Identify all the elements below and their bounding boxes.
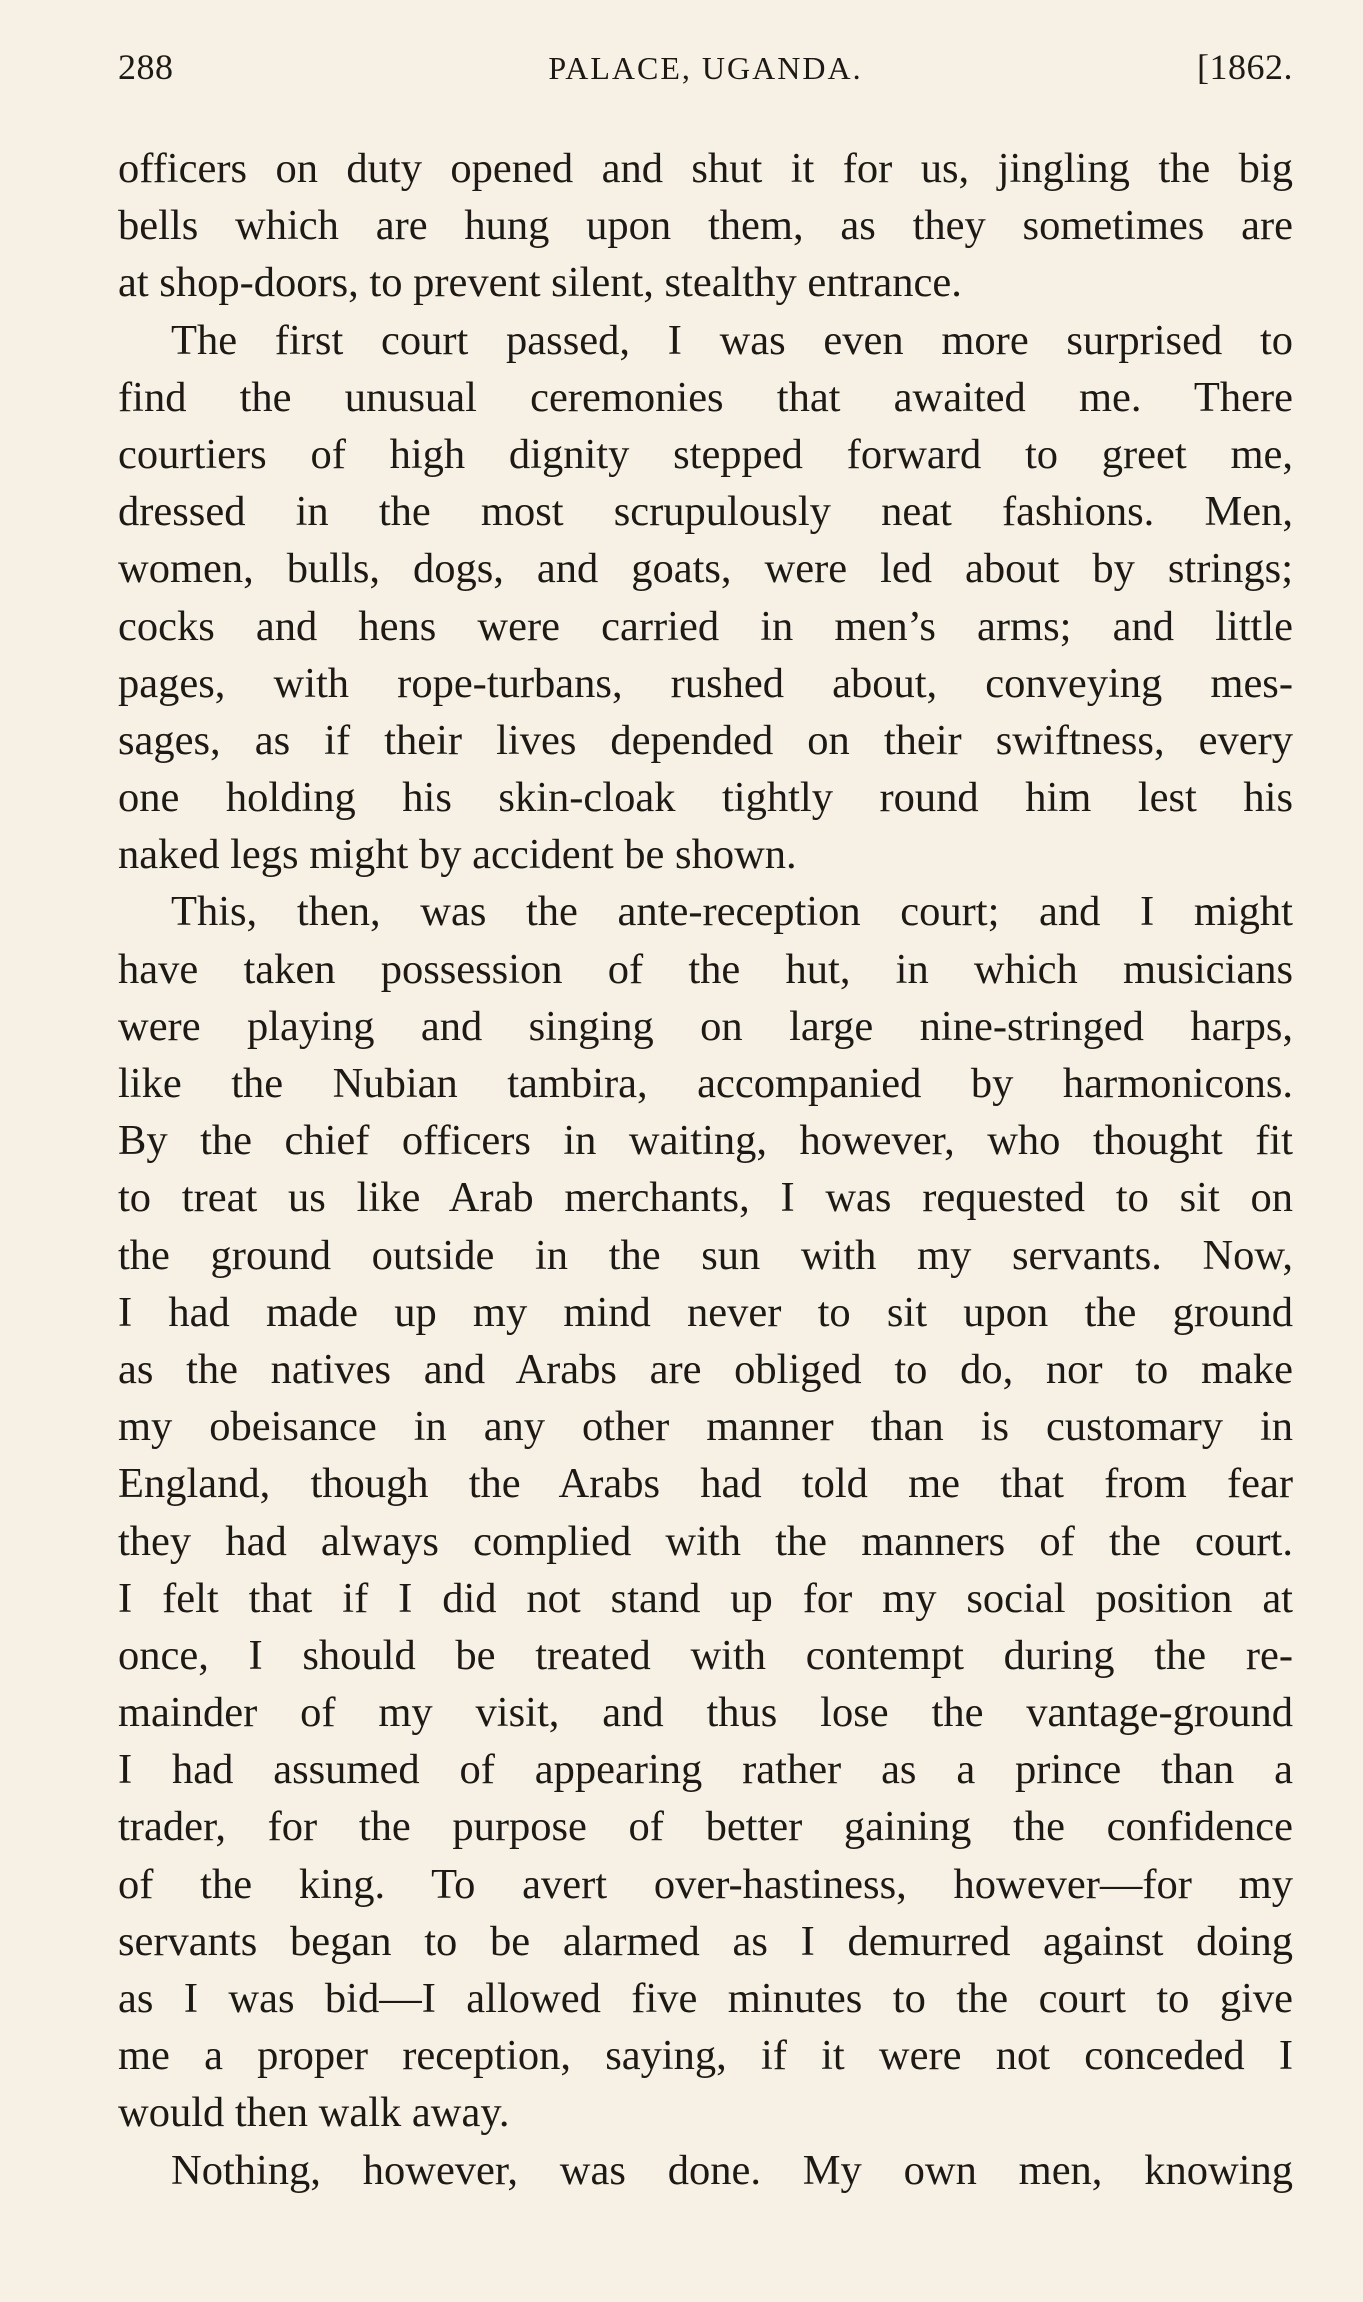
body-text: [118, 140, 1293, 2199]
text-line: mainder of my visit, and thus lose the vantage-ground: [118, 1689, 1293, 1737]
text-line: The first court passed, I was even more surprised to: [171, 316, 1293, 364]
page-number: 288: [118, 47, 174, 87]
text-line: servants began to be alarmed as I demurred against doing: [118, 1917, 1293, 1965]
text-line: as the natives and Arabs are obliged to do, nor to make: [118, 1345, 1293, 1393]
text-line: me a proper reception, saying, if it were not conceded I: [118, 2032, 1293, 2080]
running-title: PALACE, UGANDA.: [548, 50, 863, 86]
text-line: as I was bid—I allowed five minutes to the court to give: [118, 1975, 1293, 2022]
text-line: they had always complied with the manners of the court.: [118, 1517, 1293, 1565]
text-line: officers on duty opened and shut it for us, jingling the big: [118, 145, 1293, 192]
text-line: naked legs might by accident be shown.: [118, 831, 797, 879]
text-line: cocks and hens were carried in men’s arms; and little: [118, 602, 1293, 650]
text-line: my obeisance in any other manner than is customary in: [118, 1403, 1293, 1451]
text-line: at shop-doors, to prevent silent, stealthy entrance.: [118, 259, 962, 307]
book-page: [118, 40, 1293, 2270]
text-line: were playing and singing on large nine-stringed harps,: [118, 1002, 1293, 1050]
text-line: once, I should be treated with contempt during the re-: [118, 1631, 1293, 1679]
text-line: like the Nubian tambira, accompanied by harmonicons.: [118, 1060, 1293, 1107]
text-line: Nothing, however, was done. My own men, knowing: [171, 2146, 1293, 2194]
text-line: to treat us like Arab merchants, I was requested to sit on: [118, 1174, 1293, 1222]
text-line: bells which are hung upon them, as they sometimes are: [118, 202, 1293, 250]
page-header: [118, 40, 1293, 110]
text-line: the ground outside in the sun with my servants. Now,: [118, 1231, 1293, 1279]
header-year: [1862.: [1197, 47, 1293, 87]
text-line: one holding his skin-cloak tightly round him lest his: [118, 774, 1293, 822]
text-line: sages, as if their lives depended on their swiftness, every: [118, 716, 1293, 764]
text-line: England, though the Arabs had told me that from fear: [118, 1460, 1293, 1508]
text-line: This, then, was the ante-reception court; and I might: [171, 888, 1293, 936]
text-line: By the chief officers in waiting, however, who thought fit: [118, 1117, 1293, 1165]
text-line: find the unusual ceremonies that awaited me. There: [118, 373, 1293, 421]
text-line: women, bulls, dogs, and goats, were led about by strings;: [118, 545, 1293, 593]
text-line: would then walk away.: [118, 2089, 510, 2137]
text-line: dressed in the most scrupulously neat fashions. Men,: [118, 488, 1293, 536]
text-line: I felt that if I did not stand up for my social position at: [118, 1574, 1293, 1622]
text-line: of the king. To avert over-hastiness, however—for my: [118, 1860, 1293, 1908]
text-line: trader, for the purpose of better gaining the confidence: [118, 1803, 1293, 1851]
text-line: have taken possession of the hut, in which musicians: [118, 945, 1293, 993]
text-line: I had made up my mind never to sit upon the ground: [118, 1288, 1293, 1336]
text-line: pages, with rope-turbans, rushed about, conveying mes-: [118, 659, 1293, 707]
text-line: courtiers of high dignity stepped forward to greet me,: [118, 430, 1293, 478]
text-line: I had assumed of appearing rather as a prince than a: [118, 1746, 1293, 1794]
